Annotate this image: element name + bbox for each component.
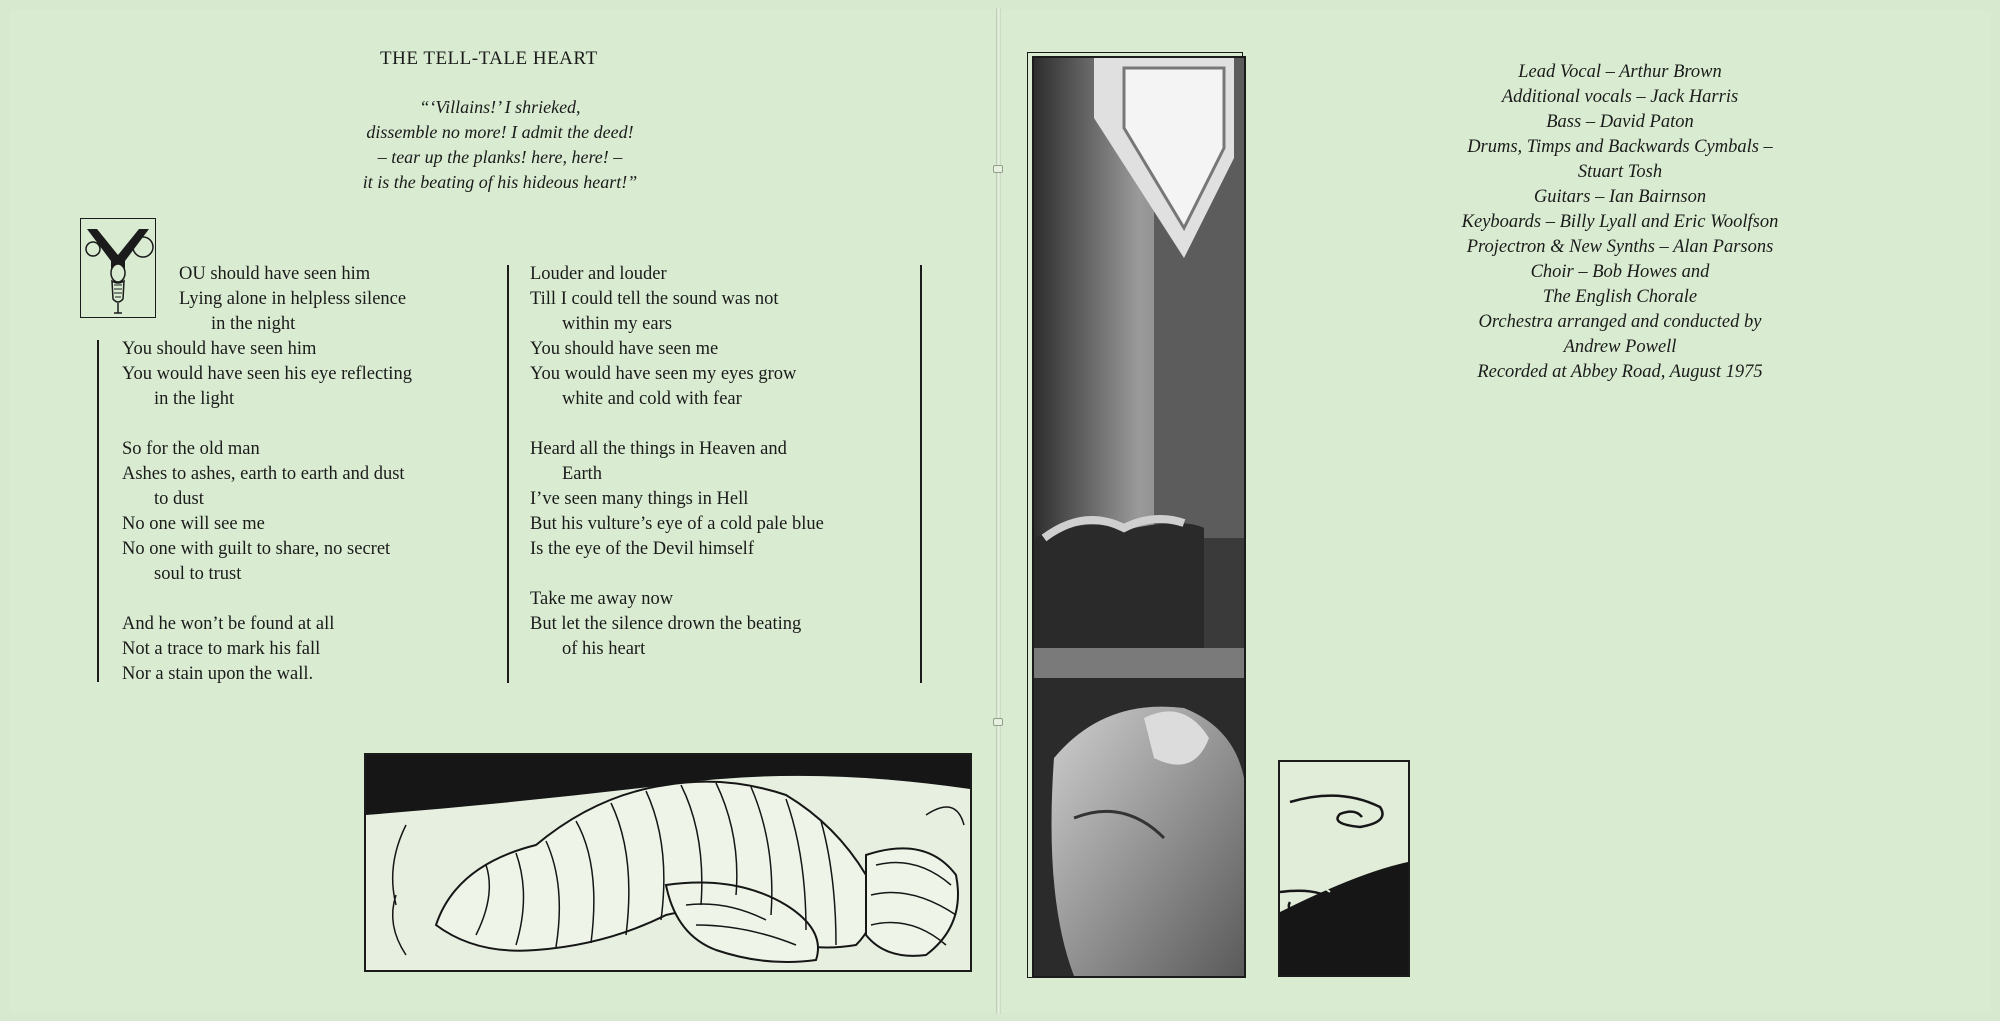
center-fold <box>996 8 1001 1014</box>
dropcap-y-illustration <box>80 218 156 318</box>
credit-line: Recorded at Abbey Road, August 1975 <box>1477 362 1763 382</box>
dropcap-figure-icon <box>81 219 155 317</box>
lyric-line: I’ve seen many things in Hell <box>530 489 749 509</box>
photo-room-and-face <box>1032 56 1246 978</box>
epigraph-line: dissemble no more! I admit the deed! <box>366 122 634 142</box>
lyric-line: to dust <box>154 489 204 509</box>
credit-line: Additional vocals – Jack Harris <box>1501 87 1739 107</box>
lyrics-column-1 <box>122 337 412 687</box>
credit-line: Orchestra arranged and conducted by <box>1478 312 1762 332</box>
lyric-line: Is the eye of the Devil himself <box>530 539 754 559</box>
credit-line: Bass – David Paton <box>1546 112 1694 132</box>
credit-line: Projectron & New Synths – Alan Parsons <box>1466 237 1774 257</box>
credits <box>1370 60 1870 385</box>
song-title: THE TELL-TALE HEART <box>380 48 598 69</box>
lyric-line: You should have seen me <box>530 339 719 359</box>
lyric-line: OU should have seen him <box>179 264 371 284</box>
credit-line: The English Chorale <box>1542 287 1698 307</box>
lyric-line: Earth <box>562 464 603 484</box>
spiral-icon <box>1280 762 1408 975</box>
bandaged-figure-icon <box>366 755 970 970</box>
lyric-line: white and cold with fear <box>562 389 742 409</box>
lyric-line: You would have seen my eyes grow <box>530 364 797 384</box>
staple-bottom <box>993 718 1003 726</box>
lyric-line: No one will see me <box>122 514 265 534</box>
credit-line: Lead Vocal – Arthur Brown <box>1518 62 1722 82</box>
lyric-line: Till I could tell the sound was not <box>530 289 779 309</box>
credit-line: Choir – Bob Howes and <box>1530 262 1710 282</box>
lyric-line: Take me away now <box>530 589 674 609</box>
lyric-line: And he won’t be found at all <box>122 614 335 634</box>
lyric-line: of his heart <box>562 639 646 659</box>
lyric-line: Louder and louder <box>530 264 667 284</box>
lyric-line: Ashes to ashes, earth to earth and dust <box>122 464 405 484</box>
lyric-line: But let the silence drown the beating <box>530 614 802 634</box>
credit-line: Drums, Timps and Backwards Cymbals – <box>1467 137 1773 157</box>
lyrics-column-1-top <box>179 262 406 337</box>
epigraph-line: it is the beating of his hideous heart!” <box>362 172 638 192</box>
lyric-line: You would have seen his eye reflecting <box>122 364 412 384</box>
spiral-illustration <box>1278 760 1410 977</box>
lyric-line: So for the old man <box>122 439 260 459</box>
lyric-line: within my ears <box>562 314 672 334</box>
lyric-line: You should have seen him <box>122 339 317 359</box>
epigraph-line: – tear up the planks! here, here! – <box>377 147 623 167</box>
right-column-rule <box>920 265 922 683</box>
lyric-line: in the light <box>154 389 235 409</box>
lyrics-column-2 <box>530 262 824 662</box>
left-column-rule <box>97 340 99 682</box>
epigraph-line: “‘Villains!’ I shrieked, <box>419 97 581 117</box>
credit-line: Andrew Powell <box>1563 337 1677 357</box>
lyric-line: Heard all the things in Heaven and <box>530 439 787 459</box>
lyric-line: Nor a stain upon the wall. <box>122 664 314 684</box>
lyric-line: But his vulture’s eye of a cold pale blue <box>530 514 824 534</box>
epigraph <box>300 95 700 195</box>
staple-top <box>993 165 1003 173</box>
lyric-line: Lying alone in helpless silence <box>179 289 407 309</box>
center-column-rule <box>507 265 509 683</box>
lyric-line: Not a trace to mark his fall <box>122 639 321 659</box>
credit-line: Keyboards – Billy Lyall and Eric Woolfson <box>1461 212 1779 232</box>
photo-icon <box>1034 58 1244 976</box>
lyric-line: soul to trust <box>154 564 242 584</box>
bandaged-figure-illustration <box>364 753 972 972</box>
lyric-line: in the night <box>211 314 296 334</box>
credit-line: Stuart Tosh <box>1577 162 1663 182</box>
credit-line: Guitars – Ian Bairnson <box>1533 187 1707 207</box>
lyric-line: No one with guilt to share, no secret <box>122 539 391 559</box>
